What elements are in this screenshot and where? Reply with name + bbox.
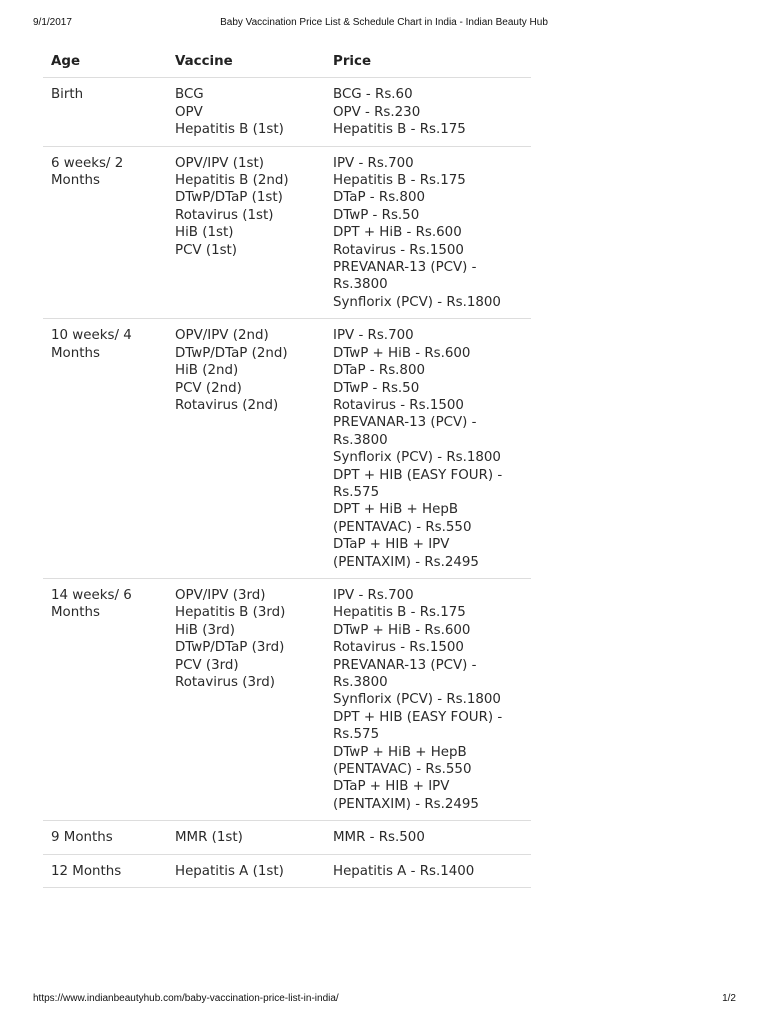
price-line: Hepatitis B - Rs.175 <box>333 122 466 138</box>
price-line: Rs.575 <box>333 727 380 743</box>
price-line: Hepatitis A - Rs.1400 <box>333 863 475 879</box>
age-line: 6 weeks/ 2 <box>51 155 124 171</box>
table-row <box>43 146 531 319</box>
price-line: MMR - Rs.500 <box>333 830 425 846</box>
price-line: DPT + HIB (EASY FOUR) - <box>333 467 503 483</box>
age-line: 9 Months <box>51 830 113 846</box>
price-line: Rotavirus - Rs.1500 <box>333 242 464 258</box>
price-line: DTaP - Rs.800 <box>333 363 425 379</box>
vaccine-cell <box>167 319 325 579</box>
vaccine-cell <box>167 578 325 820</box>
vaccine-cell <box>167 78 325 146</box>
vaccination-price-table <box>43 44 531 888</box>
vaccine-line: BCG <box>175 87 204 103</box>
page-title: Baby Vaccination Price List & Schedule Chart in India - Indian Beauty Hub <box>220 17 548 28</box>
price-line: Rs.575 <box>333 484 380 500</box>
price-line: DTaP + HIB + IPV <box>333 537 450 553</box>
price-line: Synflorix (PCV) - Rs.1800 <box>333 450 501 466</box>
price-line: DPT + HIB (EASY FOUR) - <box>333 709 503 725</box>
age-cell <box>43 319 167 579</box>
vaccine-line: PCV (2nd) <box>175 380 242 396</box>
vaccine-cell <box>167 854 325 887</box>
age-line: 10 weeks/ 4 <box>51 328 132 344</box>
page-url: https://www.indianbeautyhub.com/baby-vaccination-price-list-in-india/ <box>33 993 339 1004</box>
price-line: DTwP - Rs.50 <box>333 380 420 396</box>
price-cell <box>325 78 531 146</box>
vaccine-line: DTwP/DTaP (3rd) <box>175 640 285 656</box>
price-line: Synflorix (PCV) - Rs.1800 <box>333 692 501 708</box>
print-footer <box>0 993 768 1007</box>
price-line: DTwP + HiB - Rs.600 <box>333 345 471 361</box>
vaccine-line: DTwP/DTaP (2nd) <box>175 345 288 361</box>
price-line: PREVANAR-13 (PCV) - <box>333 415 477 431</box>
price-line: OPV - Rs.230 <box>333 104 421 120</box>
vaccine-line: OPV/IPV (3rd) <box>175 587 266 603</box>
price-line: PREVANAR-13 (PCV) - <box>333 260 477 276</box>
vaccine-line: MMR (1st) <box>175 830 243 846</box>
column-header-vaccine: Vaccine <box>167 44 325 78</box>
age-line: Months <box>51 173 100 189</box>
price-line: DTwP + HiB + HepB <box>333 744 467 760</box>
column-header-age: Age <box>43 44 167 78</box>
vaccine-line: Rotavirus (3rd) <box>175 675 275 690</box>
price-line: (PENTAVAC) - Rs.550 <box>333 519 472 535</box>
age-cell <box>43 78 167 146</box>
price-line: IPV - Rs.700 <box>333 587 414 603</box>
price-line: DTaP + HIB + IPV <box>333 779 450 795</box>
vaccine-line: Hepatitis A (1st) <box>175 863 284 879</box>
price-cell <box>325 578 531 820</box>
vaccine-line: HiB (1st) <box>175 225 234 241</box>
vaccine-line: Hepatitis B (3rd) <box>175 605 286 621</box>
vaccine-line: PCV (1st) <box>175 242 238 258</box>
price-cell <box>325 146 531 319</box>
price-cell <box>325 854 531 887</box>
price-line: BCG - Rs.60 <box>333 87 413 103</box>
vaccine-line: Hepatitis B (1st) <box>175 122 284 138</box>
price-cell <box>325 319 531 579</box>
age-line: Months <box>51 605 100 621</box>
vaccine-line: OPV <box>175 104 203 120</box>
price-line: IPV - Rs.700 <box>333 328 414 344</box>
age-cell <box>43 578 167 820</box>
table-row <box>43 78 531 146</box>
table-row <box>43 319 531 579</box>
price-line: Rs.3800 <box>333 675 388 690</box>
table-header-row <box>43 44 531 78</box>
price-cell <box>325 821 531 854</box>
page-number: 1/2 <box>722 993 736 1004</box>
price-line: DTaP - Rs.800 <box>333 190 425 206</box>
table-row <box>43 821 531 854</box>
price-line: (PENTAXIM) - Rs.2495 <box>333 796 479 812</box>
vaccine-cell <box>167 146 325 319</box>
vaccine-line: DTwP/DTaP (1st) <box>175 190 283 206</box>
price-line: Rs.3800 <box>333 432 388 448</box>
column-header-price: Price <box>325 44 531 78</box>
table-body <box>43 78 531 888</box>
price-line: (PENTAXIM) - Rs.2495 <box>333 554 479 570</box>
age-cell <box>43 821 167 854</box>
print-header <box>0 17 768 31</box>
price-line: DPT + HiB - Rs.600 <box>333 225 462 241</box>
price-line: PREVANAR-13 (PCV) - <box>333 657 477 673</box>
vaccine-line: Rotavirus (1st) <box>175 207 274 223</box>
age-cell <box>43 854 167 887</box>
price-line: DTwP - Rs.50 <box>333 207 420 223</box>
age-line: Birth <box>51 87 84 103</box>
vaccine-line: OPV/IPV (1st) <box>175 155 264 171</box>
vaccine-line: HiB (3rd) <box>175 622 235 638</box>
age-line: 12 Months <box>51 863 122 879</box>
price-line: DTwP + HiB - Rs.600 <box>333 622 471 638</box>
price-line: Hepatitis B - Rs.175 <box>333 605 466 621</box>
vaccine-line: HiB (2nd) <box>175 363 239 379</box>
age-line: Months <box>51 345 100 361</box>
vaccine-line: OPV/IPV (2nd) <box>175 328 269 344</box>
table-row <box>43 578 531 820</box>
price-line: Hepatitis B - Rs.175 <box>333 173 466 189</box>
price-line: (PENTAVAC) - Rs.550 <box>333 762 472 778</box>
price-line: Rotavirus - Rs.1500 <box>333 640 464 656</box>
vaccine-cell <box>167 821 325 854</box>
price-line: DPT + HiB + HepB <box>333 502 459 518</box>
vaccine-line: Hepatitis B (2nd) <box>175 173 289 189</box>
price-line: Rotavirus - Rs.1500 <box>333 397 464 413</box>
price-line: Rs.3800 <box>333 277 388 293</box>
print-date: 9/1/2017 <box>33 17 72 28</box>
age-cell <box>43 146 167 319</box>
vaccine-line: Rotavirus (2nd) <box>175 397 279 413</box>
age-line: 14 weeks/ 6 <box>51 587 132 603</box>
vaccine-line: PCV (3rd) <box>175 657 239 673</box>
price-line: IPV - Rs.700 <box>333 155 414 171</box>
price-line: Synflorix (PCV) - Rs.1800 <box>333 294 501 310</box>
table-row <box>43 854 531 887</box>
